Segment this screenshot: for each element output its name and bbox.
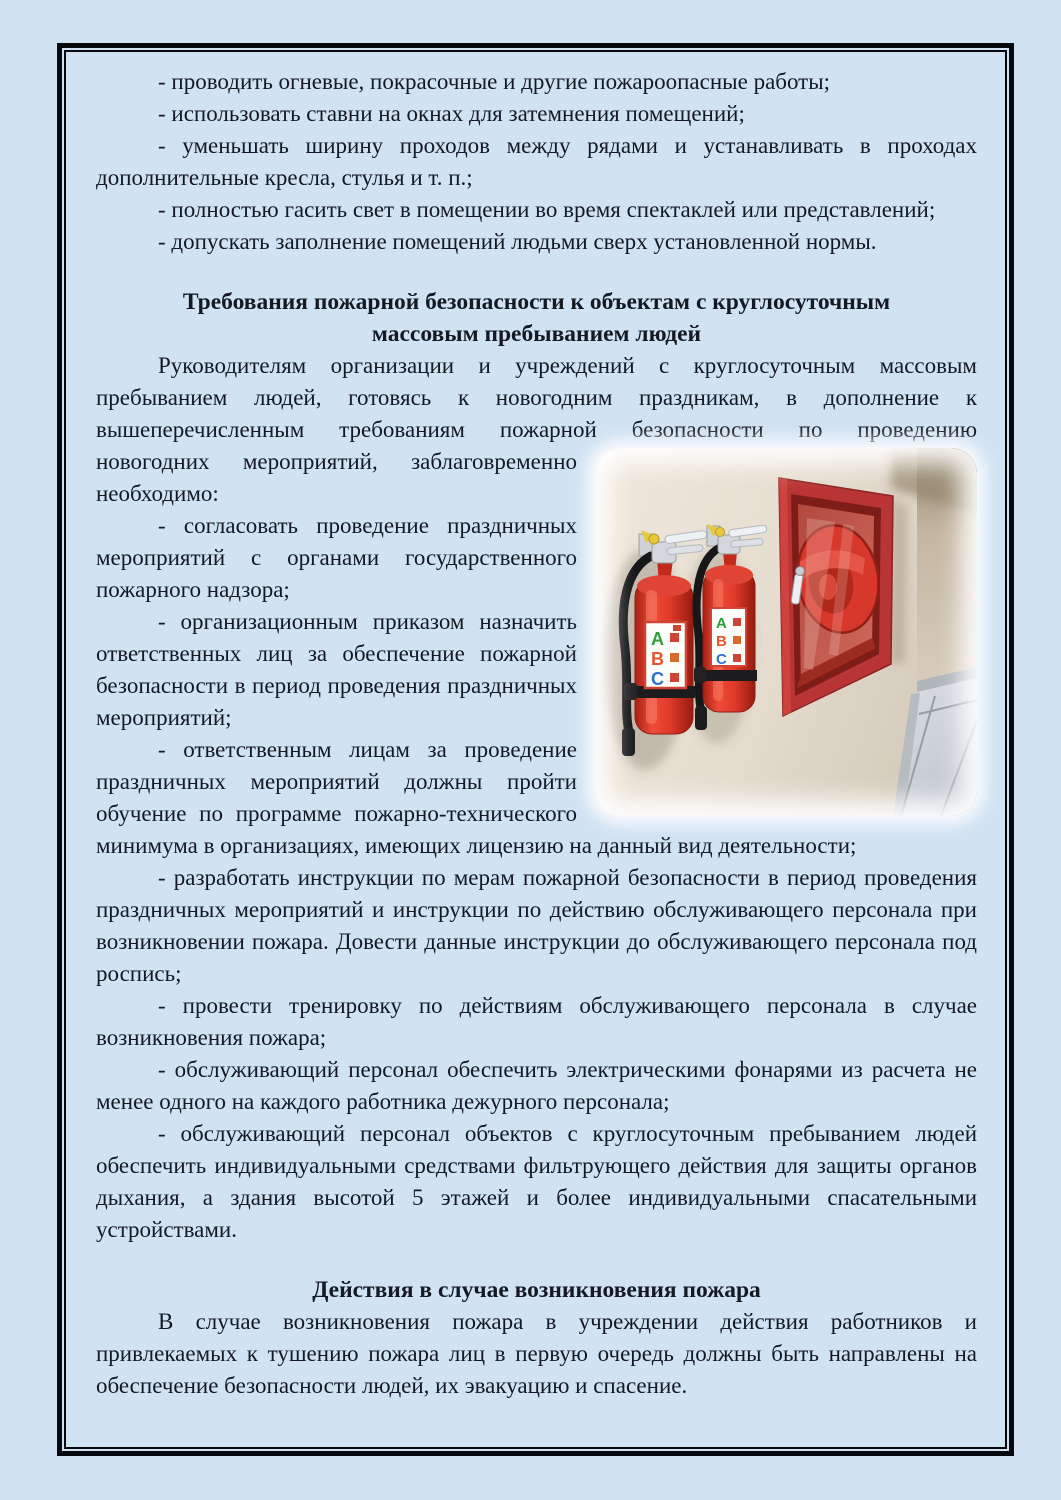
- section-heading-fire-requirements: Требования пожарной безопасности к объектам с круглосуточным массовым пребыванием людей: [182, 289, 891, 347]
- list-item: - обслуживающий персонал обеспечить электрическими фонарями из расчета не менее одного на каждого работника дежурного персонала;: [96, 1057, 977, 1114]
- hose-nozzle: [622, 728, 635, 756]
- cylinder-shoulder: [637, 575, 691, 597]
- label-pictogram: [733, 654, 741, 662]
- hose-clamp: [624, 683, 637, 700]
- fire-extinguishers-illustration: [595, 448, 977, 816]
- label-letter-c: C: [651, 669, 664, 689]
- label-letter-a: A: [651, 629, 664, 649]
- label-pictogram: [670, 653, 679, 662]
- cylinder-shoulder: [705, 565, 753, 585]
- page-border-inner: [64, 50, 1007, 1449]
- list-item: - проводить огневые, покрасочные и другие пожароопасные работы;: [158, 69, 831, 94]
- label-pictogram: [733, 636, 741, 644]
- list-item: - организационным приказом назначить ответственных лиц за обеспечение пожарной безопасности в период проведения праздничных мероприятий;: [96, 609, 577, 730]
- hose-nozzle: [695, 706, 707, 730]
- list-item: - допускать заполнение помещений людьми сверх установленной нормы.: [158, 229, 877, 254]
- safety-pin: [649, 534, 659, 544]
- list-item: - полностью гасить свет в помещении во время спектаклей или представлений;: [158, 197, 936, 222]
- abc-label: [711, 608, 746, 668]
- list-item: - ответственным лицам за проведение праздничных мероприятий должны пройти обучение по программе пожарно-технического минимума в организациях, имеющих лицензию на данный вид деятельности;: [96, 737, 857, 858]
- paragraph: новогодних мероприятий, заблаговременно необходимо:: [96, 449, 577, 506]
- label-letter-c: C: [716, 651, 727, 668]
- label-letter-b: B: [651, 649, 664, 669]
- hose-strap: [701, 670, 757, 681]
- page-border: [57, 43, 1014, 1456]
- fire-safety-photo: [595, 448, 977, 816]
- paragraph: В случае возникновения пожара в учреждении действия работников и привлекаемых к тушению пожара лиц в первую очередь должны быть направлены на обеспечение безопасности людей, их эвакуацию и спасение.: [96, 1309, 977, 1398]
- list-item: - уменьшать ширину проходов между рядами и устанавливать в проходах дополнительные кресла, стулья и т. п.;: [96, 133, 977, 190]
- label-pictogram: [670, 673, 679, 682]
- section-heading-fire-actions: Действия в случае возникновения пожара: [312, 1277, 761, 1303]
- list-item: - обслуживающий персонал объектов с круглосуточным пребыванием людей обеспечить индивидуальными средствами фильтрующего действия для защиты органов дыхания, а здания высотой 5 этажей и более индивидуальными спасательными устройствами.: [96, 1121, 977, 1242]
- label-letter-a: A: [716, 615, 727, 632]
- list-item: - использовать ставни на окнах для затемнения помещений;: [158, 101, 745, 126]
- list-item: - провести тренировку по действиям обслуживающего персонала в случае возникновения пожара;: [96, 993, 977, 1050]
- list-item: - разработать инструкции по мерам пожарной безопасности в период проведения праздничных мероприятий и инструкции по действию обслуживающего персонала при возникновении пожара. Довести данные инструкции до обслуживающего персонала под роспись;: [96, 865, 977, 986]
- cabinet-lock: [796, 567, 805, 576]
- list-item: - согласовать проведение праздничных мероприятий с органами государственного пожарного надзора;: [96, 513, 577, 602]
- label-pictogram: [673, 625, 681, 631]
- label-pictogram: [733, 618, 741, 626]
- abc-label: [645, 622, 686, 689]
- paragraph: Руководителям организации и учреждений с круглосуточным массовым пребыванием людей, готовясь к новогодним праздникам, в дополнение к вышеперечисленным требованиям пожарной безопасности по проведению: [96, 353, 977, 442]
- safety-pin: [716, 528, 725, 537]
- hose-clamp: [694, 667, 706, 683]
- label-pictogram: [670, 633, 679, 642]
- document-content: [66, 52, 1005, 1447]
- label-letter-b: B: [716, 633, 727, 650]
